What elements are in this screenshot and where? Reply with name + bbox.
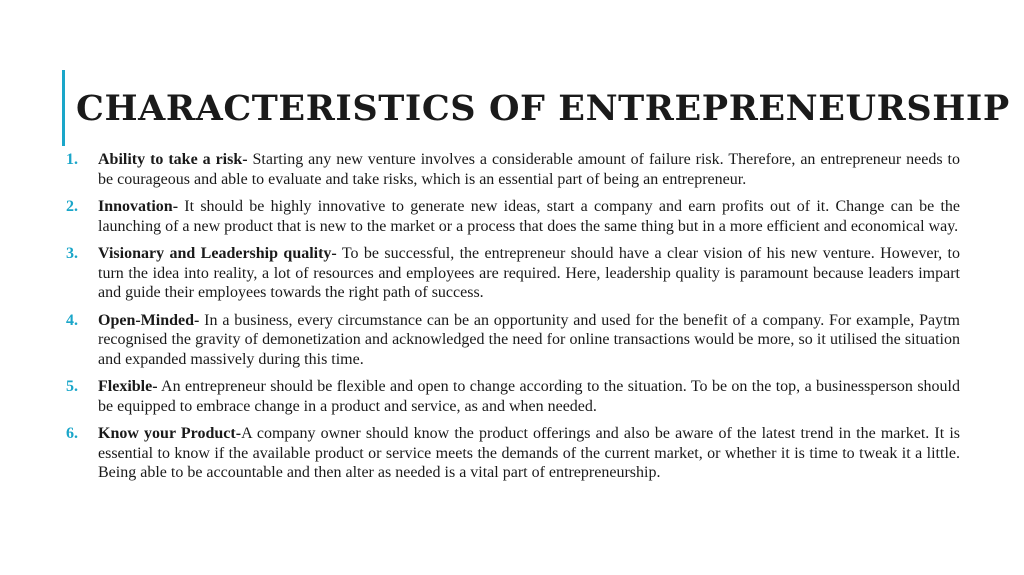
list-item-number: 5.	[66, 378, 78, 395]
characteristics-list	[62, 150, 960, 491]
list-item-text: Starting any new venture involves a considerable amount of failure risk. Therefore, an entrepreneur needs to be courageous and able to evaluate and take risks, which is an essential part of being an entrepreneur.	[98, 151, 960, 188]
list-item-number: 2.	[66, 198, 78, 215]
list-item	[62, 311, 960, 370]
list-item-body	[98, 244, 960, 303]
list-item-body	[98, 197, 960, 236]
list-item-term: Know your Product-	[98, 425, 242, 442]
slide-title: CHARACTERISTICS OF ENTREPRENEURSHIP	[76, 88, 1010, 129]
list-item-body	[98, 377, 960, 416]
title-accent-bar	[62, 70, 65, 146]
list-item-body	[98, 424, 960, 483]
list-item-term: Ability to take a risk-	[98, 151, 248, 168]
list-item-body	[98, 150, 960, 189]
list-item-text: To be successful, the entrepreneur should have a clear vision of his new venture. However, to turn the idea into reality, a lot of resources and employees are required. Here, leadership quality is paramount because leaders impart and guide their employees towards the right path of success.	[98, 245, 961, 301]
list-item-term: Visionary and Leadership quality-	[98, 245, 337, 262]
list-item-text: It should be highly innovative to generate new ideas, start a company and earn profits out of it. Change can be the launching of a new product that is new to the market or a process that does the same thing but in a more efficient and economical way.	[98, 198, 960, 235]
list-item-body	[98, 311, 960, 370]
list-item-term: Open-Minded-	[98, 311, 200, 329]
list-item	[62, 197, 960, 236]
list-item-term: Innovation-	[98, 198, 179, 215]
list-item	[62, 377, 960, 416]
list-item-number: 6.	[66, 425, 78, 442]
list-item-text: An entrepreneur should be flexible and open to change according to the situation. To be on the top, a businessperson should be equipped to embrace change in a product and service, as and when needed.	[98, 378, 960, 415]
list-item-term: Flexible-	[98, 378, 158, 395]
list-item	[62, 424, 960, 483]
list-item	[62, 244, 960, 303]
list-item-text: In a business, every circumstance can be an opportunity and used for the benefit of a company. For example, Paytm recognised the gravity of demonetization and acknowledged the need for online transactions would be more, so it utilised the situation and expanded massively during this time.	[98, 311, 960, 368]
list-item-number: 1.	[66, 151, 78, 168]
list-item-number: 3.	[66, 245, 78, 262]
list-item-text: A company owner should know the product offerings and also be aware of the latest trend in the market. It is essential to know if the available product or service meets the demands of the current market, or whether it is time to tweak it a little. Being able to be accountable and then alter as needed is a vital part of entrepreneurship.	[98, 425, 961, 481]
list-item	[62, 150, 960, 189]
list-item-number: 4.	[66, 311, 78, 329]
